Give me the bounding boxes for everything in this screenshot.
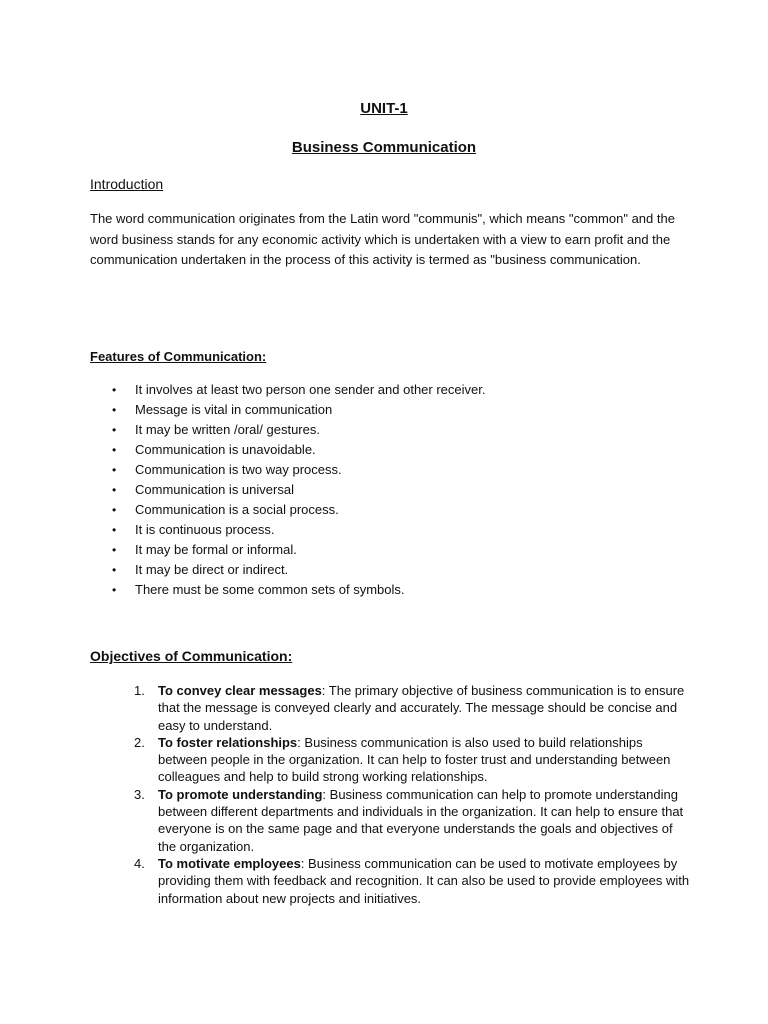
list-item-text: It involves at least two person one sender and other receiver. [135, 382, 486, 397]
objective-text: : The primary objective of business communication is to ensure that the message is conveyed clearly and accurately. The message should be concise and easy to understand. [158, 683, 685, 733]
features-list [90, 380, 485, 600]
list-item [90, 520, 485, 540]
list-item [90, 440, 485, 460]
objectives-heading: Objectives of Communication: [90, 648, 293, 664]
bullet-icon: • [112, 463, 117, 477]
bullet-icon: • [112, 423, 117, 437]
introduction-paragraph: The word communication originates from the Latin word "communis", which means "common" and the word business stands for any economic activity which is undertaken with a view to earn profit and the communication undertaken in the process of this activity is termed as "business communication. [90, 211, 675, 267]
list-item [90, 734, 690, 786]
list-item [90, 786, 690, 855]
list-number: 2. [134, 734, 145, 750]
list-number: 1. [134, 683, 145, 698]
bullet-icon: • [112, 403, 117, 417]
document-title: Business Communication [291, 139, 477, 156]
list-item-text: Communication is unavoidable. [135, 442, 316, 457]
unit-title: UNIT-1 [360, 100, 408, 117]
objective-title: To convey clear messages [158, 683, 322, 698]
list-item-text: Communication is universal [135, 482, 294, 497]
list-item [90, 380, 485, 400]
objective-text: : Business communication can help to promote understanding between different departments and individuals in the organization. It can help to ensure that everyone is on the same page and that everyone understands the goals and objectives of the organization. [158, 786, 684, 854]
list-item-text: Message is vital in communication [135, 402, 333, 417]
list-item [90, 580, 485, 600]
objective-title: To promote understanding [158, 786, 323, 802]
list-item [90, 540, 485, 560]
list-item-text: There must be some common sets of symbols. [135, 582, 405, 597]
objective-text: : Business communication can be used to motivate employees by providing them with feedback and recognition. It can also be used to provide employees with information about new projects and initiatives. [158, 855, 690, 906]
objective-text: : Business communication is also used to build relationships between people in the organization. It can help to foster trust and understanding between colleagues and help to build strong working relationships. [158, 734, 671, 785]
bullet-icon: • [112, 543, 117, 557]
list-item [90, 855, 690, 907]
list-item-text: Communication is a social process. [135, 502, 339, 517]
list-item [90, 682, 690, 734]
list-item [90, 500, 485, 520]
list-item [90, 460, 485, 480]
list-item-text: It may be written /oral/ gestures. [135, 422, 320, 437]
bullet-icon: • [112, 383, 117, 397]
objective-title: To motivate employees [158, 855, 301, 871]
list-item [90, 420, 485, 440]
objectives-list [90, 682, 690, 907]
features-heading: Features of Communication: [90, 349, 267, 364]
list-item-text: Communication is two way process. [135, 462, 342, 477]
list-item-text: It may be direct or indirect. [135, 562, 289, 577]
list-item-text: It may be formal or informal. [135, 542, 297, 557]
bullet-icon: • [112, 503, 117, 517]
introduction-heading: Introduction [90, 176, 164, 192]
list-item [90, 480, 485, 500]
bullet-icon: • [112, 583, 117, 597]
list-number: 4. [134, 855, 145, 871]
list-number: 3. [134, 786, 145, 802]
bullet-icon: • [112, 443, 117, 457]
objective-title: To foster relationships [158, 734, 298, 750]
bullet-icon: • [112, 563, 117, 577]
list-item [90, 400, 485, 420]
list-item-text: It is continuous process. [135, 522, 275, 537]
bullet-icon: • [112, 483, 117, 497]
list-item [90, 560, 485, 580]
bullet-icon: • [112, 523, 117, 537]
